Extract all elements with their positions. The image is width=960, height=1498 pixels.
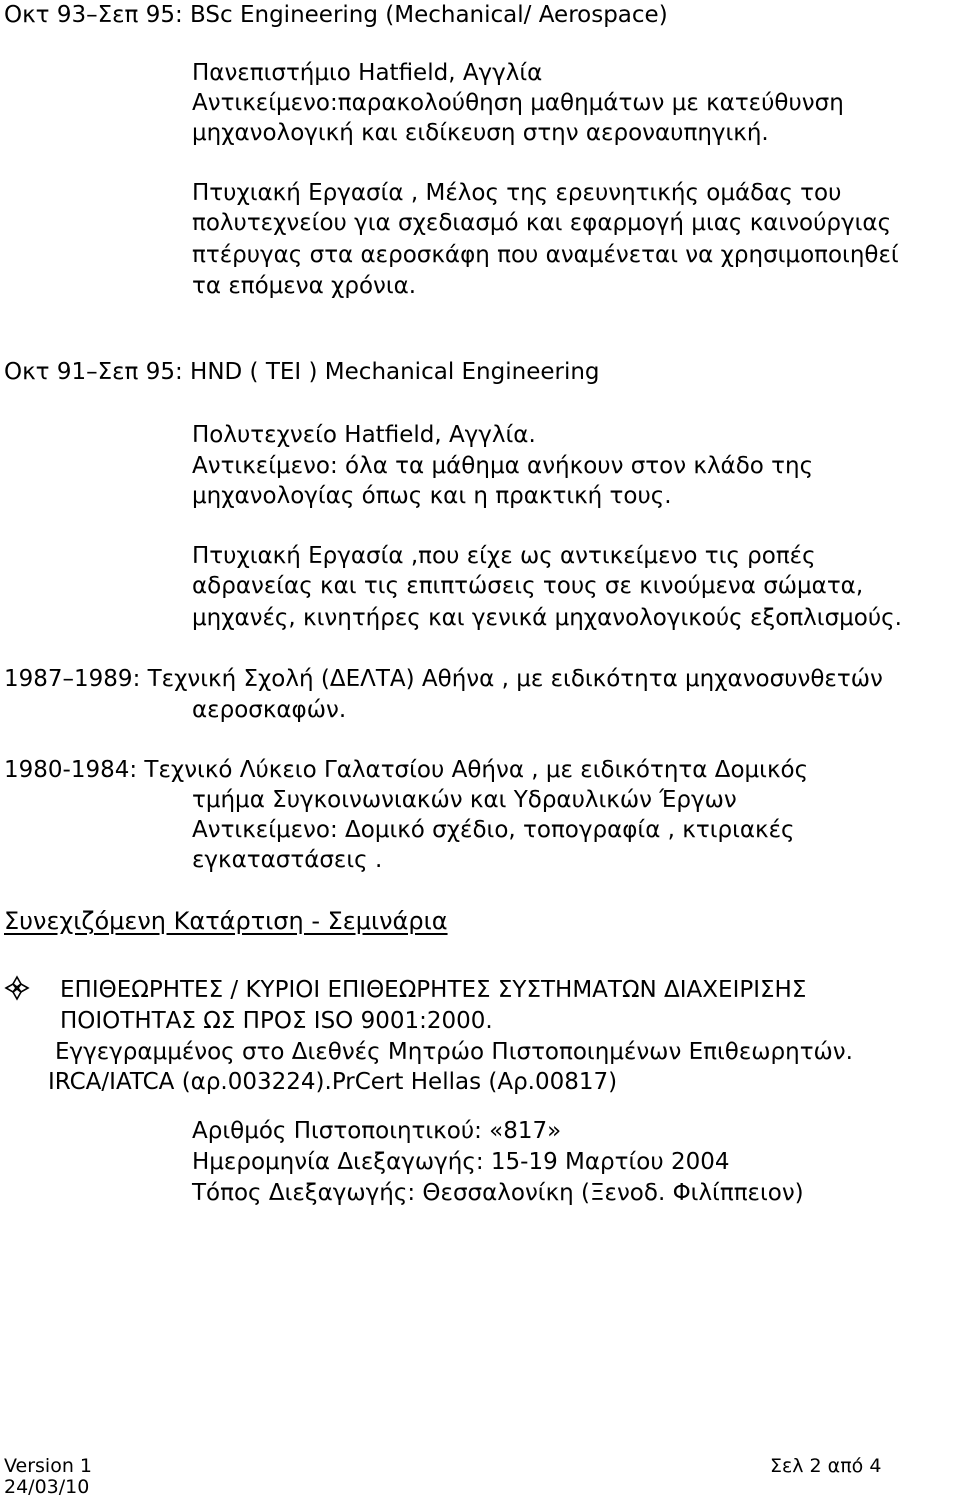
training-title: Συνεχιζόμενη Κατάρτιση - Σεμινάρια: [4, 907, 448, 935]
section-line: εγκαταστάσεις .: [192, 847, 383, 873]
section-line: Πτυχιακή Εργασία ,που είχε ως αντικείμενο τις ροπές: [192, 543, 816, 569]
section-line: τα επόμενα χρόνια.: [192, 273, 417, 299]
training-detail: Αριθμός Πιστοποιητικού: «817»: [192, 1118, 562, 1144]
section-line: τμήμα Συγκοινωνιακών και Υδραυλικών Έργων: [192, 787, 737, 813]
footer-date: 24/03/10: [4, 1476, 90, 1498]
section-line: Αντικείμενο: όλα τα μάθημα ανήκουν στον κλάδο της: [192, 453, 814, 479]
section-heading: Οκτ 93–Σεπ 95: BSc Engineering (Mechanical/ Aerospace): [4, 2, 668, 28]
section-line: πτέρυγας στα αεροσκάφη που αναμένεται να χρησιμοποιηθεί: [192, 242, 899, 268]
section-heading: 1987–1989: Τεχνική Σχολή (ΔΕΛΤΑ) Αθήνα , με ειδικότητα μηχανοσυνθετών: [4, 666, 883, 692]
section-heading: Οκτ 91–Σεπ 95: HND ( TEI ) Mechanical Engineering: [4, 359, 600, 385]
section-line: αεροσκαφών.: [192, 697, 347, 723]
section-line: Πανεπιστήμιο Hatfield, Αγγλία: [192, 60, 543, 86]
section-line: αδρανείας και τις επιπτώσεις τους σε κινούμενα σώματα,: [192, 573, 864, 599]
training-detail: Τόπος Διεξαγωγής: Θεσσαλονίκη (Ξενοδ. Φιλίππειον): [192, 1180, 804, 1206]
section-line: μηχανολογίας όπως και η πρακτική τους.: [192, 483, 672, 509]
training-item-line: ΠΟΙΟΤΗΤΑΣ ΩΣ ΠΡΟΣ ISO 9001:2000.: [60, 1008, 493, 1034]
section-line: πολυτεχνείου για σχεδιασμό και εφαρμογή μιας καινούργιας: [192, 210, 892, 236]
section-heading: 1980-1984: Τεχνικό Λύκειο Γαλατσίου Αθήνα , με ειδικότητα Δομικός: [4, 757, 809, 783]
training-item-line: IRCA/IATCA (αρ.003224).PrCert Hellas (Αρ.00817): [48, 1069, 618, 1095]
section-line: Πολυτεχνείο Hatfield, Αγγλία.: [192, 422, 536, 448]
section-line: Πτυχιακή Εργασία , Μέλος της ερευνητικής ομάδας του: [192, 180, 842, 206]
footer-page-number: Σελ 2 από 4: [770, 1455, 882, 1477]
footer-version: Version 1: [4, 1455, 92, 1477]
training-item-line: Εγγεγραμμένος στο Διεθνές Μητρώο Πιστοποιημένων Επιθεωρητών.: [55, 1039, 853, 1065]
section-line: μηχανολογική και ειδίκευση στην αεροναυπηγική.: [192, 120, 769, 146]
section-line: μηχανές, κινητήρες και γενικά μηχανολογικούς εξοπλισμούς.: [192, 605, 902, 631]
section-line: Αντικείμενο:παρακολούθηση μαθημάτων με κατεύθυνση: [192, 90, 844, 116]
training-item-line: ΕΠΙΘΕΩΡΗΤΕΣ / ΚΥΡΙΟΙ ΕΠΙΘΕΩΡΗΤΕΣ ΣΥΣΤΗΜΑΤΩΝ ΔΙΑΧΕΙΡΙΣΗΣ: [60, 977, 807, 1003]
diamond-bullet-icon: [4, 975, 30, 1001]
training-detail: Ημερομηνία Διεξαγωγής: 15-19 Μαρτίου 2004: [192, 1149, 730, 1175]
section-line: Αντικείμενο: Δομικό σχέδιο, τοπογραφία , κτιριακές: [192, 817, 795, 843]
